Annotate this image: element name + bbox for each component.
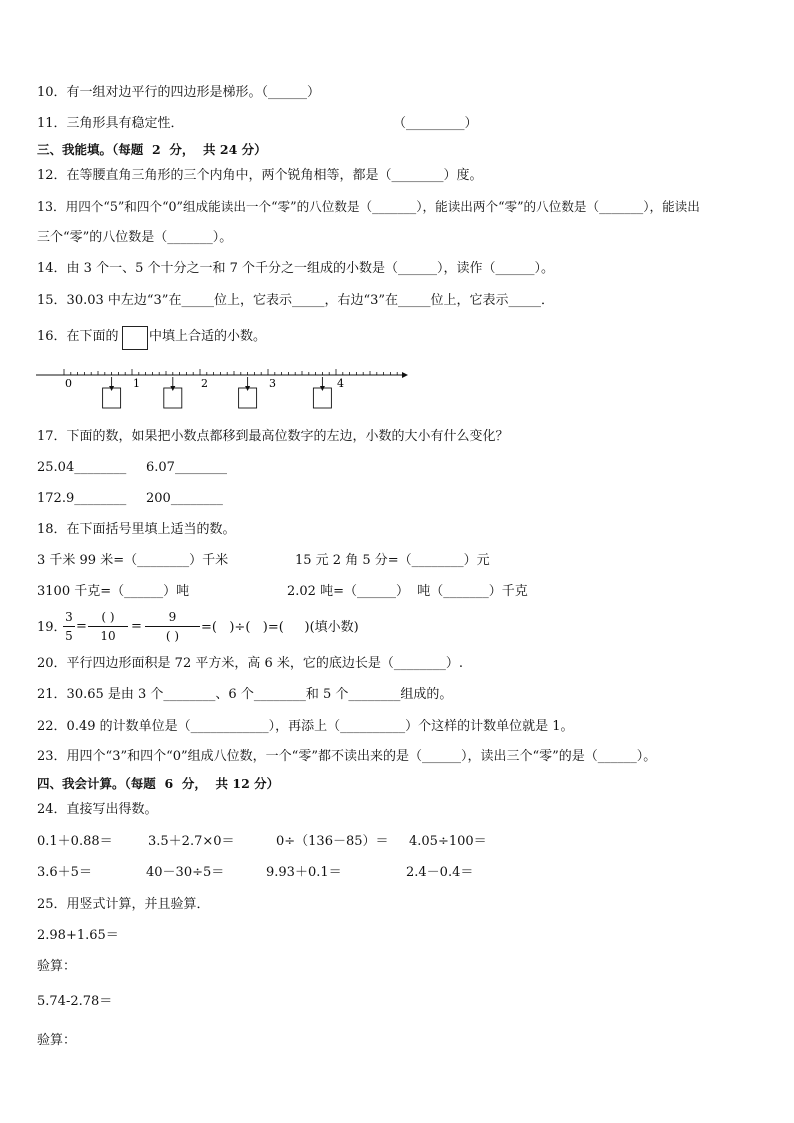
question-17: 17．下面的数，如果把小数点都移到最高位数字的左边，小数的大小有什么变化？ [37,429,509,444]
question-25: 25．用竖式计算，并且验算． [37,897,210,912]
question-18-item-2: 15 元 2 角 5 分=（________）元 [295,553,490,568]
question-24-item-6: 40－30÷5＝ [146,865,225,880]
answer-box-inline [122,326,148,350]
question-24-item-7: 9.93＋0.1＝ [266,865,342,880]
number-line-label: 3 [269,377,276,390]
number-line-label: 1 [133,377,140,390]
question-20: 20．平行四边形面积是 72 平方米，高 6 米，它的底边长是（________）. [37,656,464,671]
section-3-heading: 三、我能填。（每题 2 分， 共 24 分） [37,142,267,157]
fraction-1-numerator: 3 [65,610,73,624]
question-18-item-3: 3100 千克=（______）吨 [37,584,190,599]
number-line-label: 2 [201,377,208,390]
fraction-2-denominator: 10 [100,629,116,643]
section-4-heading: 四、我会计算。（每题 6 分， 共 12 分） [37,776,280,791]
fraction-3-numerator: 9 [168,610,177,624]
fraction-3-bar [145,626,200,627]
question-25-item-1: 2.98+1.65＝ [37,928,119,943]
question-18-item-1: 3 千米 99 米=（________）千米 [37,553,229,568]
question-19-number: 19． [37,620,67,635]
question-15: 15．30.03 中左边“3”在_____位上，它表示_____，右边“3”在_____位上，它表示_____． [37,293,555,308]
question-19-tail: =( )÷( )=( )(填小数) [201,620,359,635]
question-17-item-1: 25.04________ [37,460,127,475]
question-13-line-2: 三个“零”的八位数是（_______）。 [37,230,233,245]
question-24-item-2: 3.5＋2.7×0＝ [148,834,235,849]
question-17-item-4: 200________ [146,491,223,506]
question-11-blank: （_________） [393,116,478,131]
number-line [30,360,410,415]
equals-sign-2: = [131,619,142,634]
question-16-suffix: 中填上合适的小数。 [149,329,267,344]
question-14: 14．由 3 个一、5 个十分之一和 7 个千分之一组成的小数是（______），读作（______）。 [37,261,555,276]
fraction-3-denominator: ( ) [165,629,180,643]
question-17-item-2: 6.07________ [146,460,227,475]
equals-sign-1: = [76,619,87,634]
question-24-item-5: 3.6＋5＝ [37,865,92,880]
fraction-2-numerator: ( ) [101,610,115,624]
question-25-item-2: 5.74-2.78＝ [37,994,113,1009]
question-22: 22．0.49 的计数单位是（____________），再添上（__________）个这样的计数单位就是 1。 [37,719,574,734]
question-16-prefix: 16．在下面的 [37,329,119,344]
question-24: 24．直接写出得数。 [37,802,158,817]
question-12: 12．在等腰直角三角形的三个内角中，两个锐角相等，都是（________）度。 [37,168,483,183]
number-line-arrow [402,372,408,378]
arrow-head [109,386,114,391]
arrow-head [320,386,325,391]
question-13-line-1: 13．用四个“5”和四个“0”组成能读出一个“零”的八位数是（_______），能读出两个“零”的八位数是（_______），能读出 [37,199,700,214]
check-label-2: 验算： [37,1033,77,1048]
question-18-item-4: 2.02 吨=（______） 吨（_______）千克 [287,584,528,599]
fraction-2-bar [88,626,128,627]
question-21: 21．30.65 是由 3 个________、6 个________和 5 个________组成的。 [37,687,453,702]
fraction-1-denominator: 5 [65,629,73,643]
question-24-item-3: 0÷（136－85）＝ [276,834,389,849]
arrow-head [170,386,175,391]
question-24-item-4: 4.05÷100＝ [409,834,487,849]
question-11: 11．三角形具有稳定性． [37,116,184,131]
number-line-label: 0 [65,377,72,390]
arrow-head [245,386,250,391]
question-18: 18．在下面括号里填上适当的数。 [37,522,236,537]
question-24-item-1: 0.1＋0.88＝ [37,834,113,849]
question-17-item-3: 172.9________ [37,491,127,506]
question-23: 23．用四个“3”和四个“0”组成八位数，一个“零”都不读出来的是（______），读出三个“零”的是（______）。 [37,749,657,764]
fraction-1-bar [63,626,75,627]
number-line-label: 4 [337,377,344,390]
check-label-1: 验算： [37,959,77,974]
question-24-item-8: 2.4－0.4＝ [406,865,474,880]
number-line-ticks [64,369,397,375]
question-10: 10．有一组对边平行的四边形是梯形。（______） [37,85,321,100]
